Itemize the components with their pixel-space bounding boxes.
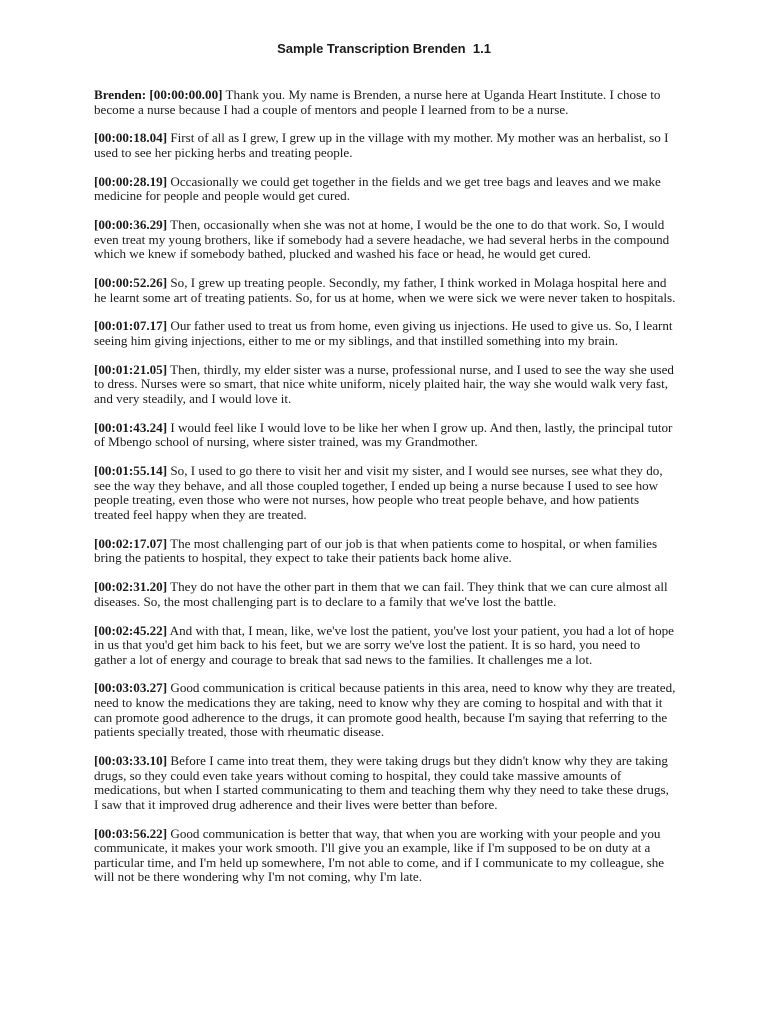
transcript-paragraph xyxy=(94,175,676,204)
transcript-paragraph xyxy=(94,131,676,160)
transcript-paragraph xyxy=(94,319,676,348)
timestamp: [00:00:28.19] xyxy=(94,173,168,189)
transcript-paragraph xyxy=(94,421,676,450)
transcript-paragraph xyxy=(94,754,676,812)
transcript-paragraph xyxy=(94,363,676,407)
timestamp: [00:02:45.22] xyxy=(94,622,168,638)
paragraph-text: Then, occasionally when she was not at home, I would be the one to do that work. So, I would even treat my young brothers, like if somebody had a severe headache, we had several herbs in the compound which we knew if somebody bathed, plucked and washed his face or head, he would get cured. xyxy=(94,217,670,262)
paragraph-text: Occasionally we could get together in the fields and we get tree bags and leaves and we make medicine for people and people would get cured. xyxy=(94,173,661,204)
transcript-paragraph xyxy=(94,537,676,566)
paragraph-text: I would feel like I would love to be like her when I grow up. And then, lastly, the principal tutor of Mbengo school of nursing, where sister trained, was my Grandmother. xyxy=(94,419,673,450)
document-title: Sample Transcription Brenden 1.1 xyxy=(277,41,491,56)
paragraph-text: Our father used to treat us from home, even giving us injections. He used to give us. So, I learnt seeing him giving injections, either to me or my siblings, and that instilled something into my brain. xyxy=(94,318,673,349)
timestamp: [00:01:55.14] xyxy=(94,463,168,479)
transcript-paragraph xyxy=(94,276,676,305)
transcript-paragraph xyxy=(94,827,676,885)
timestamp: [00:01:07.17] xyxy=(94,318,168,334)
transcript-paragraph xyxy=(94,218,676,262)
paragraph-text: So, I grew up treating people. Secondly, my father, I think worked in Molaga hospital here and he learnt some art of treating patients. So, for us at home, when we were sick we were never taken to hospitals. xyxy=(94,275,676,305)
transcript-body xyxy=(94,88,676,899)
paragraph-text: So, I used to go there to visit her and visit my sister, and I would see nurses, see what they do, see the way they behave, and all those coupled together, I ended up being a nurse because I used to see how people treating, even those who were not nurses, how people who treat people behave, and how patients treated feel happy when they are treated. xyxy=(94,463,663,522)
timestamp: [00:03:56.22] xyxy=(94,825,168,841)
paragraph-text: First of all as I grew, I grew up in the village with my mother. My mother was an herbalist, so I used to see her picking herbs and treating people. xyxy=(94,130,669,160)
transcript-paragraph xyxy=(94,464,676,522)
transcript-paragraph xyxy=(94,88,676,117)
timestamp: Brenden: [00:00:00.00] xyxy=(94,87,223,102)
timestamp: [00:03:33.10] xyxy=(94,753,168,769)
transcript-paragraph xyxy=(94,580,676,609)
timestamp: [00:02:17.07] xyxy=(94,535,168,551)
timestamp: [00:00:52.26] xyxy=(94,275,168,291)
paragraph-text: Thank you. My name is Brenden, a nurse here at Uganda Heart Institute. I chose to become a nurse because I had a couple of mentors and people I learned from to be a nurse. xyxy=(94,87,661,117)
timestamp: [00:02:31.20] xyxy=(94,579,168,595)
paragraph-text: Before I came into treat them, they were taking drugs but they didn't know why they are taking drugs, so they could even take years without coming to hospital, they could take massive amounts of medications, but when I started communicating to them and teaching them why they need to take these drugs, I saw that it improved drug adherence and their lives were better than before. xyxy=(94,753,669,812)
paragraph-text: Good communication is better that way, that when you are working with your people and you communicate, it makes your work smooth. I'll give you an example, like if I'm supposed to be on duty at a particular time, and I'm held up somewhere, I'm not able to come, and if I communicate to my colleague, she will not be there wondering why I'm not coming, why I'm late. xyxy=(94,825,665,885)
transcript-paragraph xyxy=(94,624,676,668)
timestamp: [00:01:21.05] xyxy=(94,361,168,377)
timestamp: [00:03:03.27] xyxy=(94,680,168,696)
paragraph-text: And with that, I mean, like, we've lost the patient, you've lost your patient, you had a lot of hope in us that you'd get him back to his feet, but we are sorry we've lost the patient. It is so hard, you need to gather a lot of energy and courage to break that sad news to the families. It challenges me a lot. xyxy=(94,622,674,667)
timestamp: [00:01:43.24] xyxy=(94,419,168,435)
transcript-paragraph xyxy=(94,681,676,739)
paragraph-text: The most challenging part of our job is that when patients come to hospital, or when families bring the patients to hospital, they expect to take their patients back home alive. xyxy=(94,535,658,566)
timestamp: [00:00:18.04] xyxy=(94,130,168,146)
timestamp: [00:00:36.29] xyxy=(94,217,168,233)
paragraph-text: They do not have the other part in them that we can fail. They think that we can cure almost all diseases. So, the most challenging part is to declare to a family that we've lost the battle. xyxy=(94,579,668,609)
paragraph-text: Then, thirdly, my elder sister was a nurse, professional nurse, and I used to see the way she used to dress. Nurses were so smart, that nice white uniform, nicely plaited hair, the way she would walk very fast, and very steadily, and I would love it. xyxy=(94,361,674,407)
paragraph-text: Good communication is critical because patients in this area, need to know why they are treated, need to know the medications they are taking, need to know why they are coming to hospital and with that it can promote good adherence to the drugs, it can promote good health, because I'm saying that referring to the patients specially treated, those with rheumatic disease. xyxy=(94,680,676,740)
